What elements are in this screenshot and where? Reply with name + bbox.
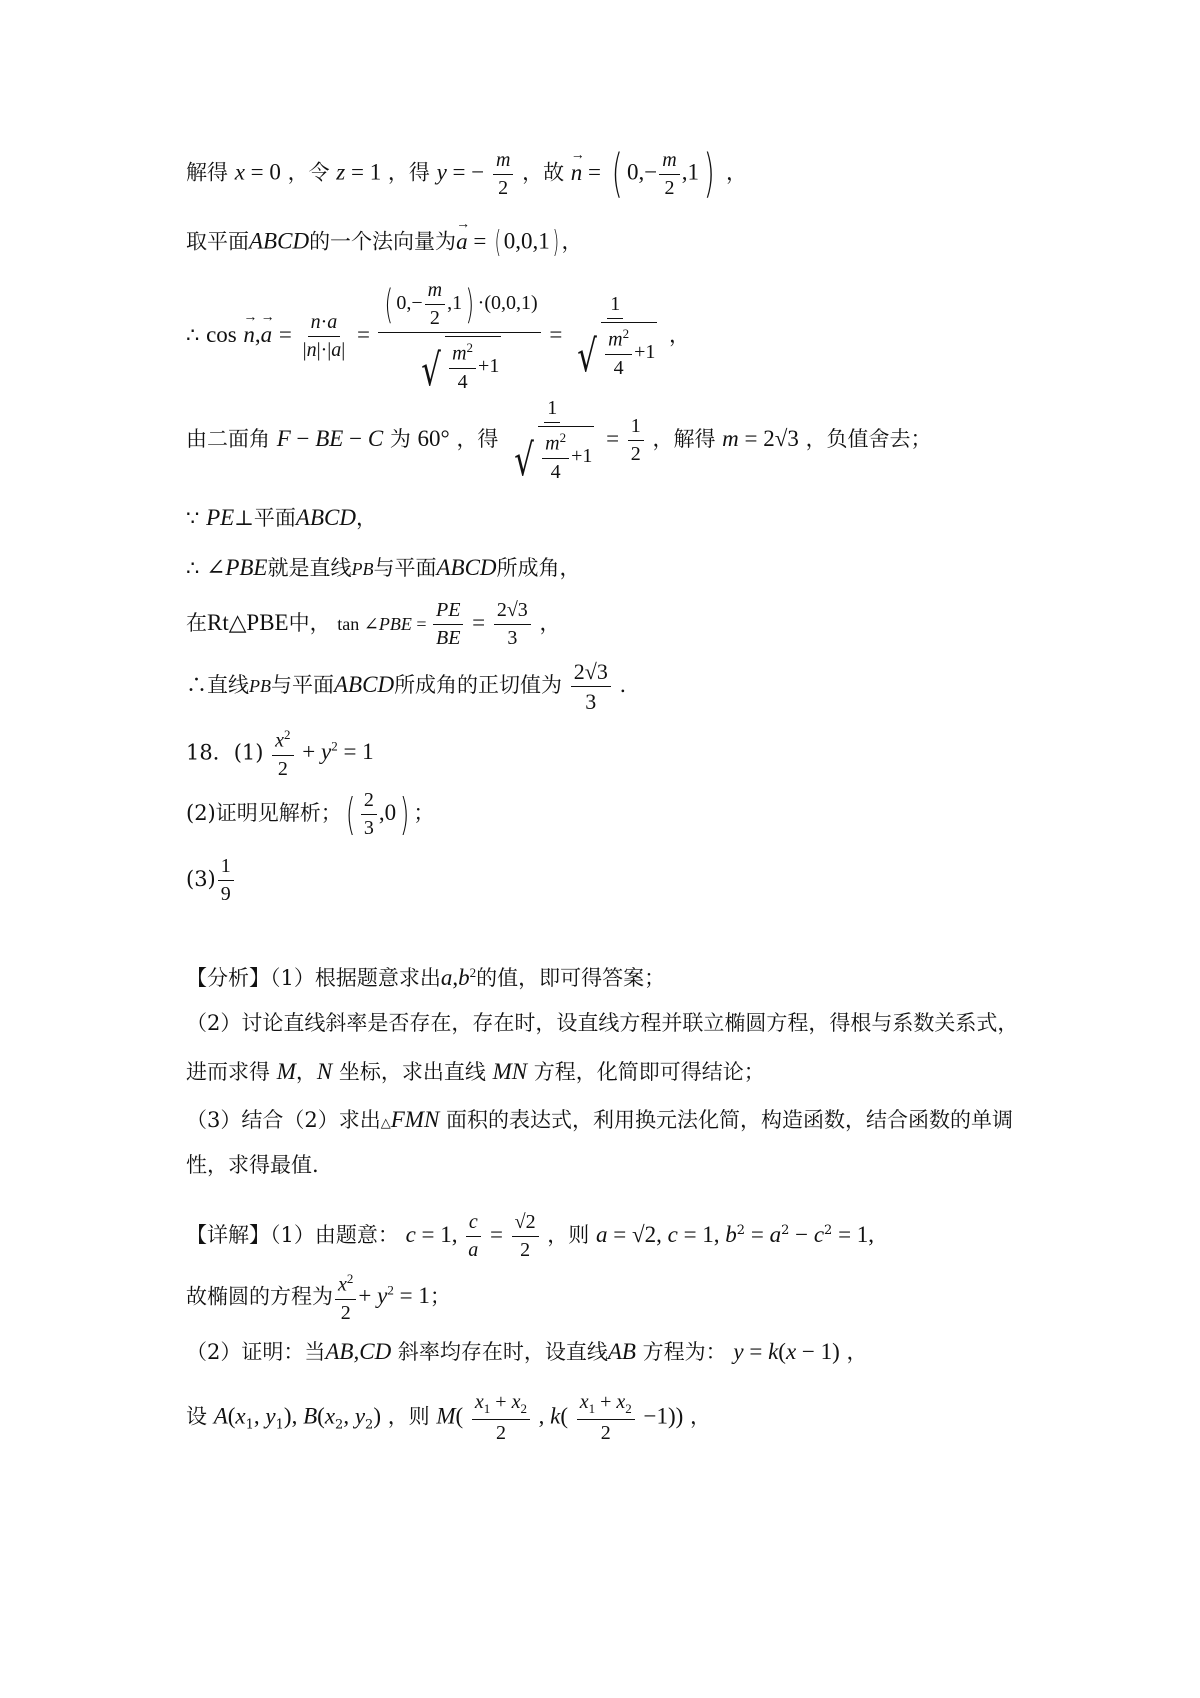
line-11: (3) $\frac{1}{9}$ bbox=[186, 856, 236, 905]
line-9: 18．(1) $\frac{x^2}{2}$ + $y^2 = 1$ bbox=[186, 727, 374, 780]
line-2: 取平面ABCD的一个法向量为→ a = ( 0,0,1) ， bbox=[186, 228, 582, 258]
fraction: $\frac{n\cdot a}{|n|\cdot|a|}$ bbox=[302, 310, 346, 361]
line-14: 进而求得 M，N 坐标，求出直线 MN 方程，化简即可得结论； bbox=[186, 1059, 765, 1084]
line-8: ∴直线PB与平面ABCD所成角的正切值为 $\frac{2√3}{3}$ . bbox=[186, 659, 627, 715]
fraction: 1 √ $\frac{m^2}{4}$ +1 bbox=[514, 397, 593, 486]
line-12: 【分析】（1）根据题意求出$a,b^2$的值，即可得答案； bbox=[186, 965, 666, 990]
fraction: $\frac{m}{2}$ bbox=[493, 150, 513, 199]
line-15: （3）结合（2）求出△FMN 面积的表达式，利用换元法化简，构造函数，结合函数的单调 bbox=[186, 1107, 1013, 1132]
text: ， bbox=[725, 160, 747, 185]
line-6: ∴ ∠PBE就是直线PB与平面ABCD所成角， bbox=[186, 555, 581, 580]
fraction: ( 0,− $\frac{m}{2}$ ,1) ·(0,0,1) √ $\frac{m^2}{4}$ +1 bbox=[378, 280, 541, 393]
math: x bbox=[234, 159, 245, 185]
line-4: 由二面角 F − BE − C 为 60° ，得 1 √ $\frac{m^2}{4}$ +1 = $\frac{1}{2}$ ，解得 m = 2√3 ，负值舍去； bbox=[186, 397, 932, 486]
line-13: （2）讨论直线斜率是否存在，存在时，设直线方程并联立椭圆方程，得根与系数关系式， bbox=[186, 1011, 1019, 1035]
line-3: ∴ cos → n,→ a = $\frac{n\cdot a}{|n|\cdot|a|}$ = ( 0,− $\frac{m}{2}$ ,1) ·(0,0,1) √ $\frac{m^2}{4}$ +1 = 1 √ $\frac{m^2}{4}$ +1 ， bbox=[186, 280, 690, 393]
fraction: 1 √ $\frac{m^2}{4}$ +1 bbox=[577, 293, 656, 382]
line-19: （2）证明：当AB,CD 斜率均存在时，设直线AB 方程为： y = k(x − 1) ， bbox=[186, 1339, 868, 1364]
line-7: 在Rt△PBE中， tan ∠PBE = $\frac{PE}{BE}$ = $\frac{2√3}{3}$ ， bbox=[186, 599, 561, 649]
line-5: ∵ PE⊥平面ABCD， bbox=[186, 505, 377, 530]
line-17: 【详解】（1）由题意： c = 1, $\frac{c}{a}$ = $\frac{√2}{2}$ ，则 a = √2, c = 1, $b^2 = a^2 - c^2 = 1$, bbox=[186, 1211, 875, 1261]
text: ，故 bbox=[522, 160, 565, 185]
text: ，令 bbox=[287, 160, 330, 185]
line-18: 故椭圆的方程为 $\frac{x^2}{2}$ + $y^2 = 1$； bbox=[186, 1271, 451, 1324]
text: ，得 bbox=[387, 160, 430, 185]
line-1: 解得 x = 0 ，令 z = 1 ，得 y = − $\frac{m}{2}$ ，故 → n = ( 0,− $\frac{m}{2}$ ,1) ， bbox=[186, 148, 747, 200]
line-10: (2)证明见解析；( $\frac{2}{3}$ ,0) ； bbox=[186, 788, 435, 840]
line-16: 性，求得最值. bbox=[186, 1153, 319, 1177]
text: 解得 bbox=[186, 160, 228, 185]
line-20: 设 $A(x_1$, $y_1$), $B(x_2$, $y_2$) ，则 M( $\frac{x_1 + x_2}{2}$ , k( $\frac{x_1 + x_2}{2}$ −1)) ， bbox=[186, 1391, 711, 1444]
